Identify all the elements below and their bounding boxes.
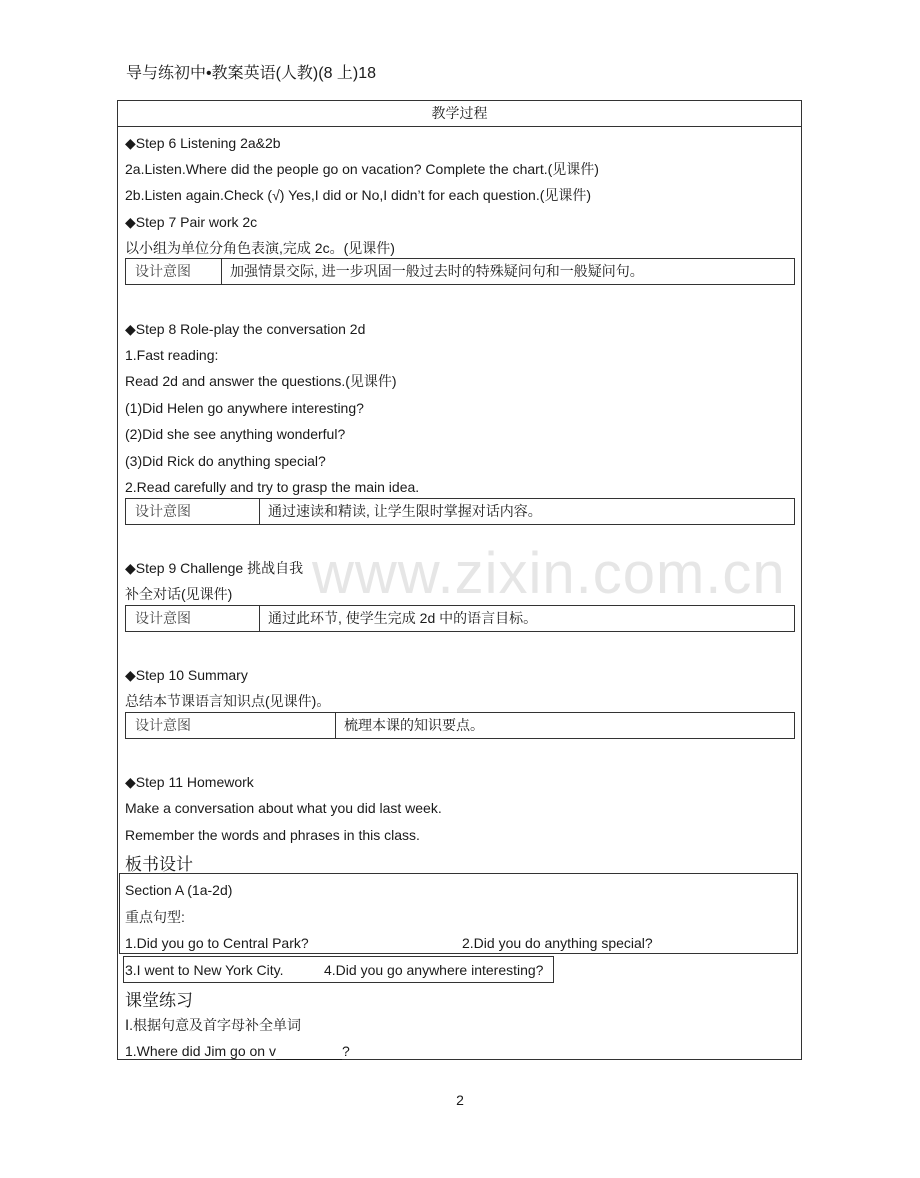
step8-intent-box [125,498,795,525]
intent-text: 加强情景交际, 进一步巩固一般过去时的特殊疑问句和一般疑问句。 [230,263,644,279]
step9-intent-box [125,605,795,632]
step10-title: ◆Step 10 Summary [125,667,248,683]
board-heading: 板书设计 [125,855,193,874]
intent-label: 设计意图 [126,713,336,738]
board-key: 重点句型: [125,909,185,925]
intent-text: 通过此环节, 使学生完成 2d 中的语言目标。 [268,610,538,626]
step10-line1: 总结本节课语言知识点(见课件)。 [125,693,331,709]
intent-label: 设计意图 [126,606,260,631]
step8-line: Read 2d and answer the questions.(见课件) [125,373,397,389]
practice-instruction: Ⅰ.根据句意及首字母补全单词 [125,1017,302,1033]
step11-title: ◆Step 11 Homework [125,774,254,790]
step8-line: (2)Did she see anything wonderful? [125,426,346,442]
step10-intent-box [125,712,795,739]
board-sentence-1: 1.Did you go to Central Park? [125,935,309,951]
step11-line1: Make a conversation about what you did last week. [125,800,442,816]
intent-text: 通过速读和精读, 让学生限时掌握对话内容。 [268,503,542,519]
step7-line1: 以小组为单位分角色表演,完成 2c。(见课件) [125,240,395,256]
board-sentence-4: 4.Did you go anywhere interesting? [324,962,544,978]
step8-line: 2.Read carefully and try to grasp the main idea. [125,479,420,495]
step8-line: (3)Did Rick do anything special? [125,453,326,469]
intent-label: 设计意图 [126,499,260,524]
page-number: 2 [456,1092,464,1108]
question-suffix: ? [341,1043,350,1059]
step8-line: 1.Fast reading: [125,347,219,363]
step9-line1: 补全对话(见课件) [125,586,233,602]
step6-line2: 2b.Listen again.Check (√) Yes,I did or No,I didn’t for each question.(见课件) [125,187,592,203]
step6-title: ◆Step 6 Listening 2a&2b [125,135,281,151]
board-sentence-3: 3.I went to New York City. [125,962,284,978]
watermark: www.zixin.com.cn [312,541,786,606]
step7-title: ◆Step 7 Pair work 2c [125,214,258,230]
step9-title: ◆Step 9 Challenge 挑战自我 [125,560,304,576]
intent-text: 梳理本课的知识要点。 [344,717,484,733]
step7-intent-box [125,258,795,285]
board-section: Section A (1a-2d) [125,882,233,898]
step6-line1: 2a.Listen.Where did the people go on vacation? Complete the chart.(见课件) [125,161,599,177]
practice-heading: 课堂练习 [125,991,193,1010]
intent-label: 设计意图 [126,259,222,284]
answer-blank[interactable] [276,1045,342,1060]
question-prefix: 1.Where did Jim go on v [125,1043,276,1059]
page-header: 导与练初中•教案英语(人教)(8 上)18 [126,65,377,82]
step8-line: (1)Did Helen go anywhere interesting? [125,400,364,416]
section-title: 教学过程 [117,100,802,127]
practice-question-1 [125,1042,350,1060]
step11-line2: Remember the words and phrases in this class. [125,827,420,843]
board-sentence-2: 2.Did you do anything special? [462,935,653,951]
step8-title: ◆Step 8 Role-play the conversation 2d [125,321,366,337]
